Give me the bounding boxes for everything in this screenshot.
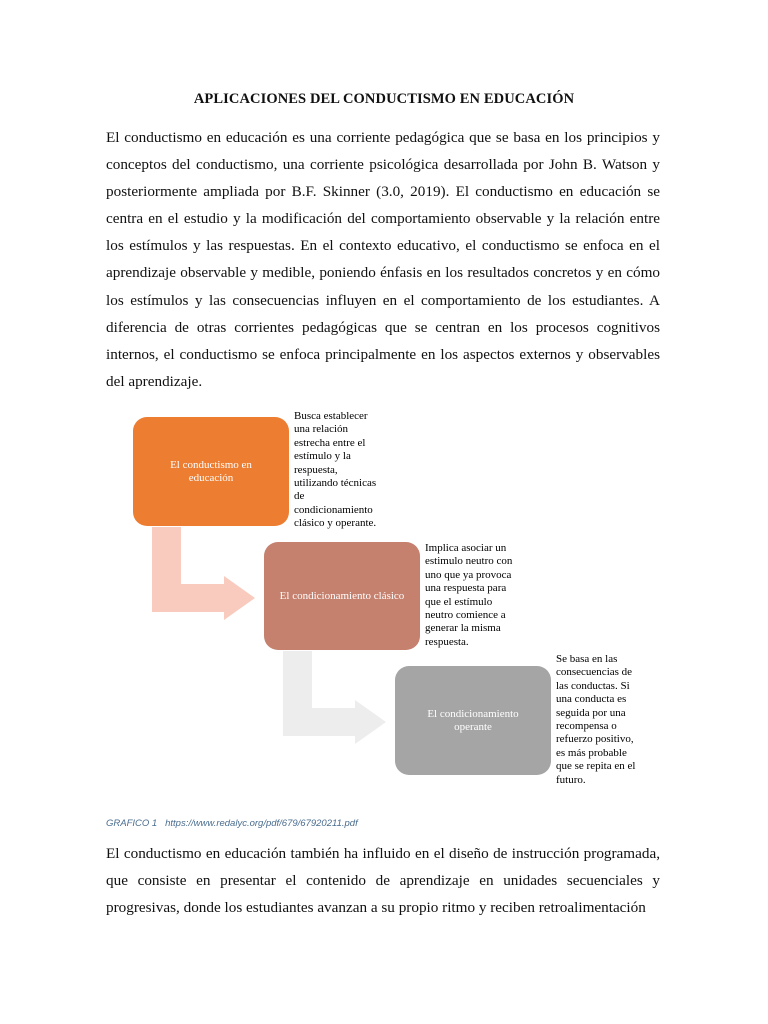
figure-caption: GRAFICO 1 https://www.redalyc.org/pdf/679/67920211.pdf — [106, 818, 358, 829]
step-description: Implica asociar un estimulo neutro con uno que ya provoca una respuesta para que el estímulo neutro comience a generar la misma respuesta. — [425, 542, 513, 648]
intro-paragraph: El conductismo en educación es una corriente pedagógica que se basa en los principios y conceptos del conductismo, una corriente psicológica desarrollada por John B. Watson y posteriormente ampliada por B.F. Skinner (3.0, 2019). El conductismo en educación se centra en el estudio y la modificación del comportamiento observable y la relación entre los estímulos y las respuestas. En el contexto educativo, el conductismo se enfoca en el aprendizaje observable y medible, poniendo énfasis en los resultados concretos y en cómo los estímulos y las consecuencias influyen en el comportamiento de los estudiantes. A diferencia de otras corrientes pedagógicas que se centran en los procesos cognitivos internos, el conductismo se enfoca principalmente en los aspectos externos y observables del aprendizaje. — [106, 129, 660, 390]
bent-arrow-1 — [152, 527, 255, 620]
step-description: Se basa en las consecuencias de las conductas. Si una conducta es seguida por una recompensa o refuerzo positivo, es más probable que se repita en el futuro. — [556, 653, 636, 786]
bent-arrow-2 — [283, 651, 386, 744]
step-box-operante — [395, 666, 551, 775]
step-description: Busca establecer una relación estrecha entre el estímulo y la respuesta, utilizando técnicas de condicionamiento clásico y operante. — [294, 410, 377, 530]
step-label: El condicionamiento clásico — [279, 589, 405, 602]
step-box-clasico — [264, 542, 420, 650]
step-box-conductismo — [133, 417, 289, 526]
body-paragraph: El conductismo en educación también ha influido en el diseño de instrucción programada, que consiste en presentar el contenido de aprendizaje en unidades secuenciales y progresivas, donde los estudiantes avanzan a su propio ritmo y reciben retroalimentación — [106, 845, 660, 917]
step-label: El condicionamiento operante — [427, 707, 519, 733]
step-label: El conductismo en educación — [170, 458, 252, 484]
document-title: APLICACIONES DEL CONDUCTISMO EN EDUCACIÓN — [193, 91, 575, 107]
